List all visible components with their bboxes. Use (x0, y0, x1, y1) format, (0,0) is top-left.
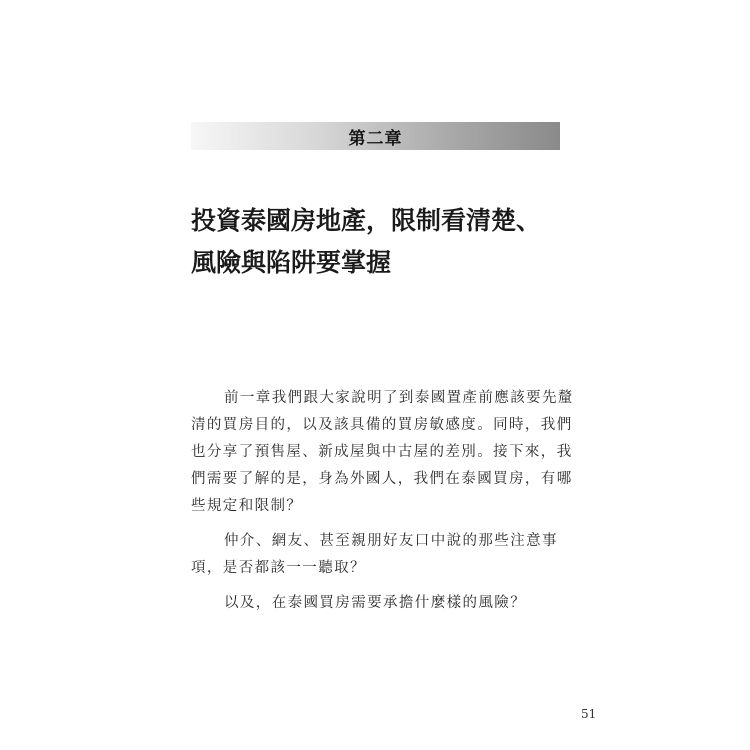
paragraph-line: 以及，在泰國買房需要承擔什麼樣的風險？ (224, 595, 527, 611)
chapter-label: 第二章 (348, 128, 403, 149)
chapter-header-bar (191, 122, 560, 150)
paragraph-line: 前一章我們跟大家說明了到泰國置產前應該要先釐 (224, 390, 574, 406)
chapter-title-line-2: 風險與陷阱要掌握 (191, 248, 392, 277)
paragraph-line: 清的買房目的，以及該具備的買房敏感度。同時，我們 (191, 417, 573, 433)
paragraph-1 (191, 385, 574, 520)
paragraph-line: 也分享了預售屋、新成屋與中古屋的差別。接下來，我 (191, 444, 573, 460)
paragraph-line: 仲介、網友、甚至親朋好友口中說的那些注意事 (224, 533, 558, 549)
chapter-title (191, 200, 571, 284)
paragraph-line: 們需要了解的是，身為外國人，我們在泰國買房，有哪 (191, 471, 573, 487)
page-number: 51 (581, 707, 597, 721)
paragraph-3 (191, 590, 571, 617)
chapter-title-line-1: 投資泰國房地產，限制看清楚、 (191, 206, 542, 235)
paragraph-2 (191, 528, 571, 582)
paragraph-line: 些規定和限制？ (191, 498, 303, 514)
body-text (191, 385, 574, 617)
paragraph-line: 項，是否都該一一聽取？ (191, 560, 366, 576)
